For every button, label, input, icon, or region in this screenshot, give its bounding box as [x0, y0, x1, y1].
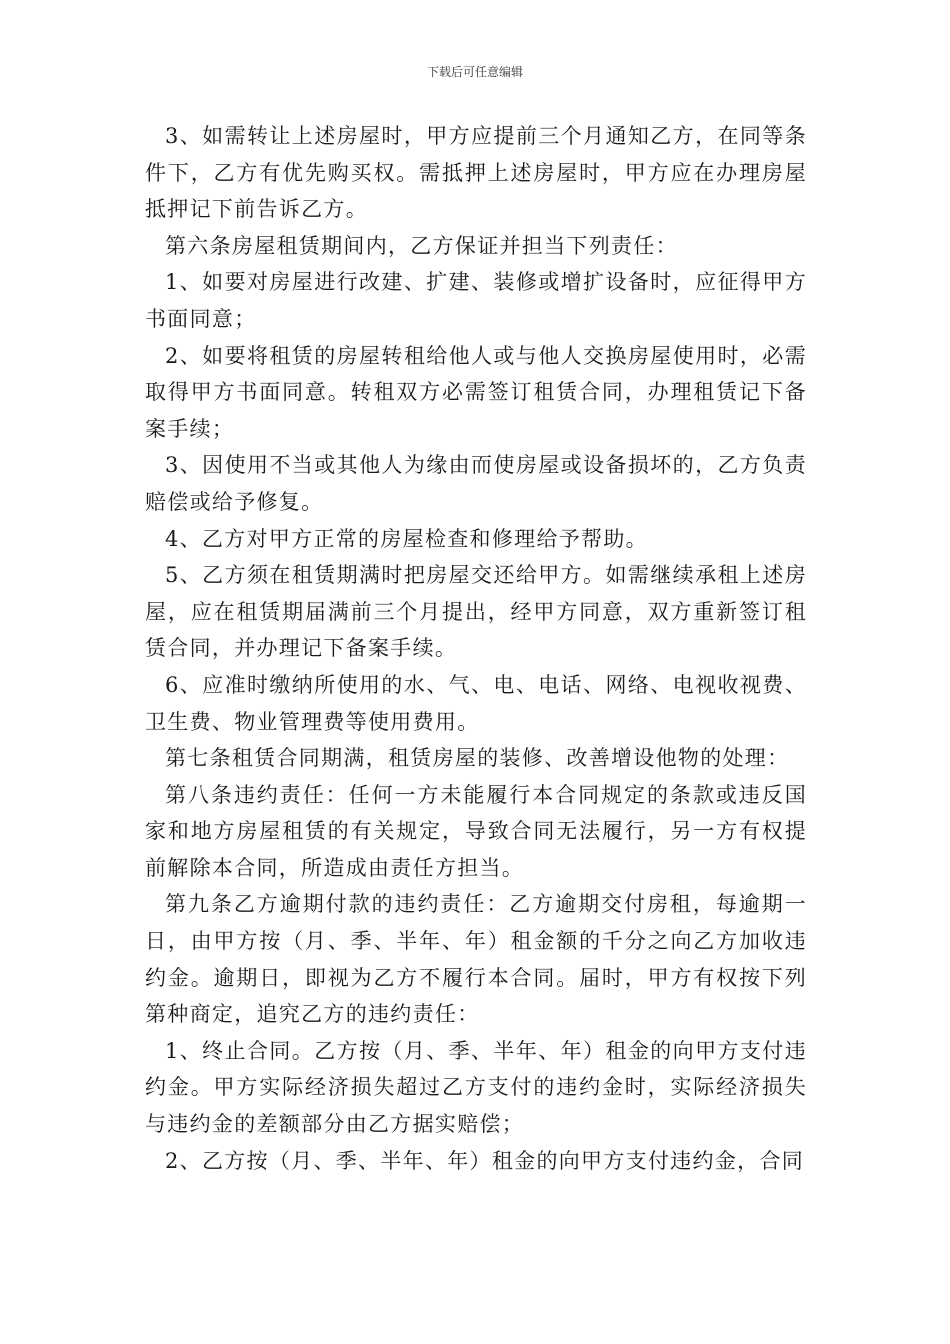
paragraph-inspection-assist: 4、乙方对甲方正常的房屋检查和修理给予帮助。: [165, 526, 648, 551]
page-header: 下载后可任意编辑: [426, 65, 523, 79]
paragraph-renovation-consent: 1、如要对房屋进行改建、扩建、装修或增扩设备时，应征得甲方书面同意；: [145, 270, 807, 331]
paragraph-terminate-contract: 1、终止合同。乙方按（月、季、半年、年）租金的向甲方支付违约金。甲方实际经济损失超过乙方支付的违约金时，实际经济损失与违约金的差额部分由乙方据实赔偿；: [145, 1038, 807, 1137]
paragraph-lease-expiry: 5、乙方须在租赁期满时把房屋交还给甲方。如需继续承租上述房屋，应在租赁期届满前三个月提出，经甲方同意，双方重新签订租赁合同，并办理记下备案手续。: [145, 563, 807, 661]
paragraph-transfer-notice: 3、如需转让上述房屋时，甲方应提前三个月通知乙方，在同等条件下，乙方有优先购买权。需抵押上述房屋时，甲方应在办理房屋抵押记下前告诉乙方。: [145, 124, 807, 222]
paragraph-article-9: 第九条乙方逾期付款的违约责任：乙方逾期交付房租，每逾期一日，由甲方按（月、季、半年、年）租金额的千分之向乙方加收违约金。逾期日，即视为乙方不履行本合同。届时，甲方有权按下列第种商定，追究乙方的违约责任：: [145, 892, 807, 1027]
document-body: [145, 118, 807, 1179]
paragraph-damage-liability: 3、因使用不当或其他人为缘由而使房屋或设备损坏的，乙方负责赔偿或给予修复。: [145, 453, 807, 514]
paragraph-article-6: 第六条房屋租赁期间内，乙方保证并担当下列责任：: [165, 233, 678, 258]
paragraph-sublease: 2、如要将租赁的房屋转租给他人或与他人交换房屋使用时，必需取得甲方书面同意。转租双方必需签订租赁合同，办理租赁记下备案手续；: [145, 343, 807, 441]
paragraph-article-7: 第七条租赁合同期满，租赁房屋的装修、改善增设他物的处理：: [165, 746, 790, 771]
paragraph-utility-fees: 6、应准时缴纳所使用的水、气、电、电话、网络、电视收视费、卫生费、物业管理费等使用费用。: [145, 672, 807, 734]
paragraph-article-8: 第八条违约责任：任何一方未能履行本合同规定的条款或违反国家和地方房屋租赁的有关规定，导致合同无法履行，另一方有权提前解除本合同，所造成由责任方担当。: [145, 782, 807, 880]
paragraph-penalty-payment: 2、乙方按（月、季、半年、年）租金的向甲方支付违约金，合同: [165, 1148, 805, 1173]
